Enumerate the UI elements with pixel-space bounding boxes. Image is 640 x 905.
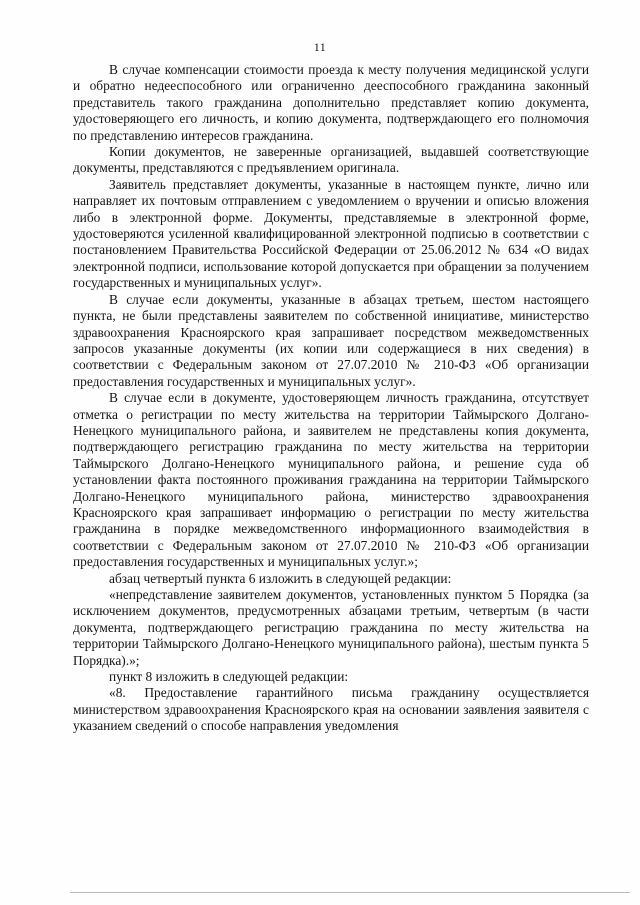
paragraph-amend-point-8: пункт 8 изложить в следующей редакции: bbox=[109, 669, 349, 685]
paragraph-interagency-requests: В случае если документы, указанные в абзацах третьем, шестом настоящего пункта, не были представлены заявителем по собственной инициативе, министерство здравоохранения Красноярского края запрашивает посредством межведомственных запросов указанные документы (их копии или содержащиеся в них сведения) в соответствии с Федеральным законом от 27.07.2010 № 210-ФЗ «Об организации предоставления государственных и муниципальных услуг». bbox=[73, 291, 589, 389]
paragraph-compensation-representative: В случае компенсации стоимости проезда к месту получения медицинской услуги и обратно недееспособного или ограниченно дееспособного гражданина законный представитель такого гражданина дополнительно представляет копию документа, удостоверяющего его личность, и копию документа, подтверждающего его полномочия по представлению интересов гражданина. bbox=[73, 62, 589, 143]
paragraph-amend-point-6: абзац четвертый пункта 6 изложить в следующей редакции: bbox=[109, 570, 452, 586]
paragraph-guarantee-letter: «8. Предоставление гарантийного письма гражданину осуществляется министерством здравоохранения Красноярского края на основании заявления заявителя с указанием сведений о способе направления уведомления bbox=[73, 685, 589, 734]
paragraph-submission-methods: Заявитель представляет документы, указанные в настоящем пункте, лично или направляет их почтовым отправлением с уведомлением о вручении и описью вложения либо в электронной форме. Документы, представляемые в электронной форме, удостоверяются усиленной квалифицированной электронной подписью в соответствии с постановлением Правительства Российской Федерации от 25.06.2012 № 634 «О видах электронной подписи, использование которой допускается при обращении за получением государственных и муниципальных услуг». bbox=[73, 176, 589, 291]
document-body bbox=[73, 62, 589, 735]
page-number: 11 bbox=[313, 40, 327, 54]
paragraph-copies-original: Копии документов, не заверенные организацией, выдавшей соответствующие документы, представляются с предъявлением оригинала. bbox=[73, 144, 589, 176]
scan-edge-line bbox=[70, 892, 630, 893]
paragraph-residence-registration: В случае если в документе, удостоверяющем личность гражданина, отсутствует отметка о регистрации по месту жительства на территории Таймырского Долгано-Ненецкого муниципального района, и заявителем не представлены копия документа, подтверждающего регистрацию гражданина по месту жительства на территории Таймырского Долгано-Ненецкого муниципального района, и решение суда об установлении факта постоянного проживания гражданина на территории Таймырского Долгано-Ненецкого муниципального района, министерство здравоохранения Красноярского края запрашивает информацию о регистрации по месту жительства гражданина в порядке межведомственного информационного взаимодействия в соответствии с Федеральным законом от 27.07.2010 № 210-ФЗ «Об организации предоставления государственных и муниципальных услуг.»; bbox=[73, 390, 589, 570]
paragraph-non-submission: «непредставление заявителем документов, установленных пунктом 5 Порядка (за исключением документов, предусмотренных абзацами третьим, четвертым (в части документа, подтверждающего регистрацию гражданина по месту жительства на территории Таймырского Долгано-Ненецкого муниципального района), шестым пункта 5 Порядка).»; bbox=[73, 587, 589, 668]
